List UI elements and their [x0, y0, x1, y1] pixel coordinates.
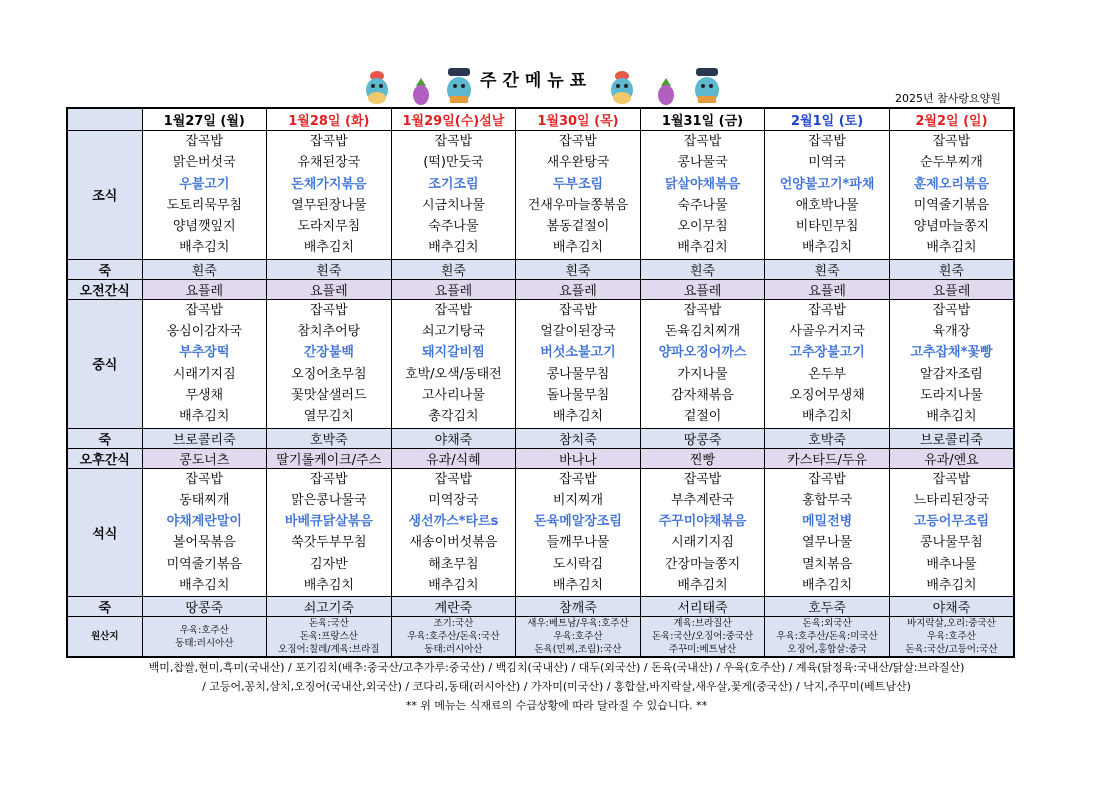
menu-item: 동태찌개: [179, 492, 230, 508]
main-dish: 생선까스*타르s: [408, 514, 499, 530]
meal-cell: [516, 299, 641, 428]
corner-cell: [67, 108, 142, 131]
menu-item: 잡곡밥: [683, 471, 722, 487]
menu-item: 들깨무나물: [546, 535, 610, 551]
menu-item: 잡곡밥: [932, 471, 971, 487]
pm-snack-row-label: 오후간식: [67, 448, 142, 468]
menu-item: 김자반: [310, 556, 348, 572]
am-snack-row-cell: 요플레: [765, 279, 890, 299]
origin-row-label: 원산지: [67, 617, 142, 658]
main-dish: 고추잡채*꽃빵: [910, 345, 993, 361]
lunch-porridge-row-cell: 야채죽: [391, 428, 516, 448]
menu-item: 느타리된장국: [913, 492, 990, 508]
origin-line: 돈육:외국산: [802, 618, 852, 630]
menu-item: 미역국: [808, 155, 846, 171]
am-snack-row: [67, 279, 1014, 299]
footer-origin-line-2: / 고등어,꽁치,삼치,오징어(국내산,외국산) / 코다리,동태(러시아산) / 가자미(미국산) / 홍합살,바지락살,새우살,꽃게(중국산) / 낙지,주꾸미(베트남산): [202, 680, 911, 693]
origin-line: 돈육:국산: [308, 618, 349, 630]
menu-item: 볼어묵볶음: [172, 535, 236, 551]
lunch-porridge-row-cell: 호박죽: [267, 428, 392, 448]
meal-cell: [640, 468, 765, 597]
menu-item: 쑥갓두부무침: [291, 535, 367, 551]
menu-item: 배추김치: [179, 578, 230, 594]
lunch-row-label: 중식: [67, 299, 142, 428]
menu-item: 비타민무침: [795, 219, 859, 235]
dinner-porridge-row-cell: 계란죽: [391, 597, 516, 617]
origin-line: 주꾸미:베트남산: [668, 644, 737, 656]
main-dish: 두부조림: [552, 176, 604, 192]
menu-item: 새송이버섯볶음: [409, 535, 498, 551]
menu-item: 시래기지짐: [671, 535, 734, 551]
menu-item: 간장마늘쫑지: [664, 556, 741, 572]
radish-icon-2: [655, 76, 677, 106]
meal-cell: [889, 131, 1014, 260]
day-header: 1월31일 (금): [640, 108, 765, 131]
menu-item: 배추김치: [552, 578, 604, 594]
dinner-row: [67, 468, 1014, 597]
menu-item: 잡곡밥: [683, 134, 722, 149]
origin-line: 돈육:프랑스산: [299, 631, 358, 643]
menu-item: 온두부: [808, 366, 846, 382]
day-header: 1월28일 (화): [267, 108, 392, 131]
menu-item: 콩나물무침: [546, 366, 610, 382]
breakfast-porridge-row-cell: 흰죽: [765, 259, 890, 279]
menu-item: 배추김치: [428, 578, 479, 594]
main-dish: 고등어무조림: [913, 514, 990, 530]
menu-item: (떡)만둣국: [423, 155, 484, 171]
menu-item: 배추김치: [926, 240, 977, 256]
meal-cell: [640, 299, 765, 428]
pm-snack-row-cell: 바나나: [516, 448, 641, 468]
menu-item: 맑은콩나물국: [291, 492, 367, 508]
origin-line: 조기:국산: [433, 618, 474, 630]
mascot-hat-icon-2: [690, 66, 724, 106]
lunch-porridge-row: [67, 428, 1014, 448]
menu-item: 잡곡밥: [808, 134, 846, 149]
day-header: 1월27일 (월): [142, 108, 267, 131]
menu-item: 잡곡밥: [185, 471, 224, 487]
menu-item: 총각김치: [428, 409, 479, 425]
menu-item: 건새우마늘쫑볶음: [527, 197, 629, 213]
menu-item: 시래기지짐: [172, 366, 236, 382]
meal-cell: [765, 468, 890, 597]
menu-item: 홍합무국: [801, 492, 853, 508]
menu-item: 배추김치: [926, 409, 977, 425]
dinner-porridge-row-cell: 땅콩죽: [142, 597, 267, 617]
menu-item: 배추김치: [179, 409, 230, 425]
dinner-porridge-row-cell: 쇠고기죽: [267, 597, 392, 617]
meal-cell: [889, 299, 1014, 428]
origin-line: 동태:러시아산: [424, 644, 483, 656]
meal-cell: [516, 468, 641, 597]
pm-snack-row-cell: 콩도너츠: [142, 448, 267, 468]
meal-cell: [391, 299, 516, 428]
main-dish: 양파오징어까스: [658, 345, 747, 361]
menu-item: 배추나물: [926, 556, 977, 572]
main-dish: 닭살야채볶음: [664, 176, 741, 192]
footer-origin-line-1: 백미,찹쌀,현미,흑미(국내산) / 포기김치(배추:중국산/고추가루:중국산) / 백김치(국내산) / 대두(외국산) / 돈육(국내산) / 우육(호주산) / 계육(닭정육:국내산/닭살:브라질산): [148, 661, 965, 674]
menu-item: 열무김치: [303, 409, 354, 425]
main-dish: 언양불고기*파채: [779, 176, 875, 192]
menu-item: 봄동겉절이: [546, 219, 610, 235]
menu-item: 배추김치: [677, 240, 728, 256]
origin-line: 돈육(민찌,조림):국산: [534, 644, 622, 656]
meal-cell: [267, 299, 392, 428]
origin-cell: [516, 617, 641, 658]
menu-item: 숙주나물: [428, 219, 479, 235]
radish-icon: [410, 76, 432, 106]
meal-cell: [267, 468, 392, 597]
menu-item: 부추계란국: [671, 492, 734, 508]
menu-item: 미역줄기볶음: [166, 556, 242, 572]
main-dish: 돈육메알장조림: [534, 514, 622, 530]
menu-item: 배추김치: [552, 240, 604, 256]
menu-item: 쇠고기탕국: [422, 324, 485, 340]
breakfast-porridge-row-cell: 흰죽: [267, 259, 392, 279]
menu-item: 잡곡밥: [932, 134, 971, 149]
meal-cell: [765, 299, 890, 428]
breakfast-porridge-row-label: 죽: [67, 259, 142, 279]
meal-cell: [516, 131, 641, 260]
menu-item: 맑은버섯국: [172, 155, 236, 171]
am-snack-row-cell: 요플레: [889, 279, 1014, 299]
menu-item: 호박/오색/동태전: [405, 366, 502, 382]
menu-item: 돈육김치찌개: [664, 324, 741, 340]
menu-item: 꽃맛살샐러드: [291, 387, 367, 403]
menu-item: 잡곡밥: [559, 302, 597, 318]
lunch-porridge-row-cell: 참치죽: [516, 428, 641, 448]
pm-snack-row-cell: 유과/식혜: [391, 448, 516, 468]
main-dish: 돈채가지볶음: [291, 176, 367, 192]
origin-line: 동태:러시아산: [175, 637, 234, 649]
menu-item: 배추김치: [926, 578, 977, 594]
menu-item: 시금치나물: [422, 197, 485, 213]
menu-item: 잡곡밥: [310, 471, 348, 487]
menu-item: 오징어무생채: [789, 387, 865, 403]
meal-cell: [765, 131, 890, 260]
origin-line: 새우:베트남/우육:호주산: [527, 618, 629, 630]
menu-item: 도라지나물: [920, 387, 983, 403]
menu-item: 가지나물: [677, 366, 728, 382]
main-dish: 돼지갈비찜: [422, 345, 485, 361]
origin-line: 바지락살,오리:중국산: [907, 618, 996, 630]
menu-item: 해초무침: [428, 556, 479, 572]
menu-item: 배추김치: [179, 240, 230, 256]
dinner-porridge-row: [67, 597, 1014, 617]
dinner-porridge-row-cell: 서리태죽: [640, 597, 765, 617]
main-dish: 우불고기: [179, 176, 230, 192]
origin-line: 오징어,홍합살:중국: [787, 644, 867, 656]
menu-item: 잡곡밥: [434, 471, 473, 487]
main-dish: 조기조림: [428, 176, 479, 192]
menu-item: 양념깻잎지: [172, 219, 236, 235]
menu-item: 배추김치: [801, 409, 853, 425]
origin-cell: [889, 617, 1014, 658]
lunch-porridge-row-cell: 브로콜리죽: [889, 428, 1014, 448]
menu-item: 배추김치: [303, 578, 354, 594]
origin-line: 돈육:국산/고등어:국산: [905, 644, 998, 656]
menu-item: 비지찌개: [552, 492, 604, 508]
main-dish: 야채계란말이: [166, 514, 242, 530]
menu-item: 잡곡밥: [434, 134, 473, 149]
mascot-chef-icon: [360, 68, 394, 106]
title-area: [360, 62, 730, 108]
main-dish: 간장불백: [303, 345, 354, 361]
am-snack-row-cell: 요플레: [640, 279, 765, 299]
breakfast-porridge-row-cell: 흰죽: [516, 259, 641, 279]
menu-item: 잡곡밥: [310, 134, 348, 149]
menu-item: 멸치볶음: [801, 556, 853, 572]
breakfast-porridge-row: [67, 259, 1014, 279]
menu-item: 잡곡밥: [808, 302, 846, 318]
dinner-porridge-row-cell: 참깨죽: [516, 597, 641, 617]
menu-item: 콩나물국: [677, 155, 728, 171]
dinner-porridge-row-cell: 야채죽: [889, 597, 1014, 617]
breakfast-porridge-row-cell: 흰죽: [391, 259, 516, 279]
menu-item: 오징어초무침: [291, 366, 367, 382]
main-dish: 메밀전병: [801, 514, 853, 530]
am-snack-row-cell: 요플레: [142, 279, 267, 299]
meal-cell: [391, 131, 516, 260]
organization-year: 2025년 참사랑요양원: [895, 92, 1001, 105]
menu-item: 잡곡밥: [808, 471, 846, 487]
page-title: 주간메뉴표: [480, 71, 593, 91]
origin-line: 우육:호주산: [179, 624, 229, 636]
mascot-hat-icon: [442, 66, 476, 106]
origin-cell: [391, 617, 516, 658]
menu-item: 콩나물무침: [920, 535, 983, 551]
main-dish: 부추장떡: [179, 345, 230, 361]
origin-line: 돈육:국산/오징어:중국산: [651, 631, 754, 643]
menu-item: 새우완탕국: [546, 155, 610, 171]
menu-item: 잡곡밥: [434, 302, 473, 318]
menu-item: 숙주나물: [677, 197, 728, 213]
menu-item: 오이무침: [677, 219, 728, 235]
menu-item: 도라지무침: [297, 219, 361, 235]
day-header: 1월30일 (목): [516, 108, 641, 131]
main-dish: 고추장불고기: [789, 345, 865, 361]
menu-item: 열무된장나물: [291, 197, 367, 213]
origin-cell: [765, 617, 890, 658]
menu-item: 배추김치: [552, 409, 604, 425]
am-snack-row-cell: 요플레: [267, 279, 392, 299]
menu-item: 배추김치: [801, 578, 853, 594]
origin-line: 우육:호주산/돈육:미국산: [776, 631, 878, 643]
origin-line: 우육:호주산: [553, 631, 603, 643]
menu-item: 배추김치: [677, 578, 728, 594]
pm-snack-row-cell: 딸기롤케이크/주스: [267, 448, 392, 468]
meal-cell: [142, 131, 267, 260]
breakfast-porridge-row-cell: 흰죽: [889, 259, 1014, 279]
menu-item: 순두부찌개: [920, 155, 983, 171]
main-dish: 훈제오리볶음: [913, 176, 990, 192]
menu-item: 무생채: [185, 387, 224, 403]
main-dish: 주꾸미야채볶음: [658, 514, 747, 530]
lunch-porridge-row-label: 죽: [67, 428, 142, 448]
meal-cell: [142, 299, 267, 428]
origin-cell: [142, 617, 267, 658]
meal-cell: [267, 131, 392, 260]
origin-line: 오징어:칠레/계육:브라질: [278, 644, 380, 656]
origin-line: 우육:호주산/돈육:국산: [407, 631, 500, 643]
lunch-porridge-row-cell: 브로콜리죽: [142, 428, 267, 448]
menu-item: 잡곡밥: [559, 134, 597, 149]
breakfast-row-label: 조식: [67, 131, 142, 260]
menu-item: 배추김치: [303, 240, 354, 256]
menu-item: 배추김치: [428, 240, 479, 256]
day-header: 1월29일(수)설날: [391, 108, 516, 131]
menu-item: 겉절이: [683, 409, 722, 425]
menu-item: 잡곡밥: [932, 302, 971, 318]
menu-item: 잡곡밥: [310, 302, 348, 318]
menu-item: 잡곡밥: [185, 302, 224, 318]
meal-cell: [889, 468, 1014, 597]
footer-notice: ** 위 메뉴는 식재료의 수급상황에 따라 달라질 수 있습니다. **: [405, 699, 708, 712]
menu-item: 유채된장국: [297, 155, 361, 171]
meal-cell: [640, 131, 765, 260]
am-snack-row-cell: 요플레: [391, 279, 516, 299]
menu-item: 도토리묵무침: [166, 197, 242, 213]
lunch-porridge-row-cell: 호박죽: [765, 428, 890, 448]
menu-item: 육개장: [932, 324, 971, 340]
lunch-row: [67, 299, 1014, 428]
am-snack-row-label: 오전간식: [67, 279, 142, 299]
menu-item: 잡곡밥: [683, 302, 722, 318]
meal-cell: [391, 468, 516, 597]
pm-snack-row-cell: 유과/엔요: [889, 448, 1014, 468]
menu-item: 미역장국: [428, 492, 479, 508]
menu-item: 감자채볶음: [671, 387, 734, 403]
main-dish: 바베큐닭살볶음: [284, 514, 373, 530]
mascot-chef-icon-2: [605, 68, 639, 106]
pm-snack-row-cell: 찐빵: [640, 448, 765, 468]
menu-item: 고사리나물: [422, 387, 485, 403]
breakfast-row: [67, 131, 1014, 260]
breakfast-porridge-row-cell: 흰죽: [142, 259, 267, 279]
lunch-porridge-row-cell: 땅콩죽: [640, 428, 765, 448]
menu-item: 도시락김: [552, 556, 604, 572]
am-snack-row-cell: 요플레: [516, 279, 641, 299]
meal-cell: [142, 468, 267, 597]
menu-item: 얼갈이된장국: [540, 324, 616, 340]
origin-line: 계육:브라질산: [673, 618, 732, 630]
origin-row: [67, 617, 1014, 658]
menu-item: 미역줄기볶음: [913, 197, 990, 213]
weekly-menu-table: [66, 107, 1015, 658]
dinner-row-label: 석식: [67, 468, 142, 597]
pm-snack-row-cell: 카스타드/두유: [765, 448, 890, 468]
origin-line: 우육:호주산: [926, 631, 976, 643]
menu-item: 잡곡밥: [559, 471, 597, 487]
dinner-porridge-row-label: 죽: [67, 597, 142, 617]
menu-item: 잡곡밥: [185, 134, 224, 149]
menu-item: 참치추어탕: [297, 324, 361, 340]
menu-item: 알감자조림: [920, 366, 983, 382]
breakfast-porridge-row-cell: 흰죽: [640, 259, 765, 279]
menu-item: 애호박나물: [795, 197, 859, 213]
origin-cell: [640, 617, 765, 658]
main-dish: 버섯소불고기: [540, 345, 616, 361]
day-header: 2월2일 (일): [889, 108, 1014, 131]
pm-snack-row: [67, 448, 1014, 468]
menu-item: 사골우거지국: [789, 324, 865, 340]
day-header: 2월1일 (토): [765, 108, 890, 131]
dinner-porridge-row-cell: 호두죽: [765, 597, 890, 617]
menu-item: 양념마늘쫑지: [913, 219, 990, 235]
menu-item: 열무나물: [801, 535, 853, 551]
day-header-row: [67, 108, 1014, 131]
menu-item: 돌나물무침: [546, 387, 610, 403]
menu-item: 옹심이감자국: [166, 324, 242, 340]
menu-item: 배추김치: [801, 240, 853, 256]
origin-cell: [267, 617, 392, 658]
